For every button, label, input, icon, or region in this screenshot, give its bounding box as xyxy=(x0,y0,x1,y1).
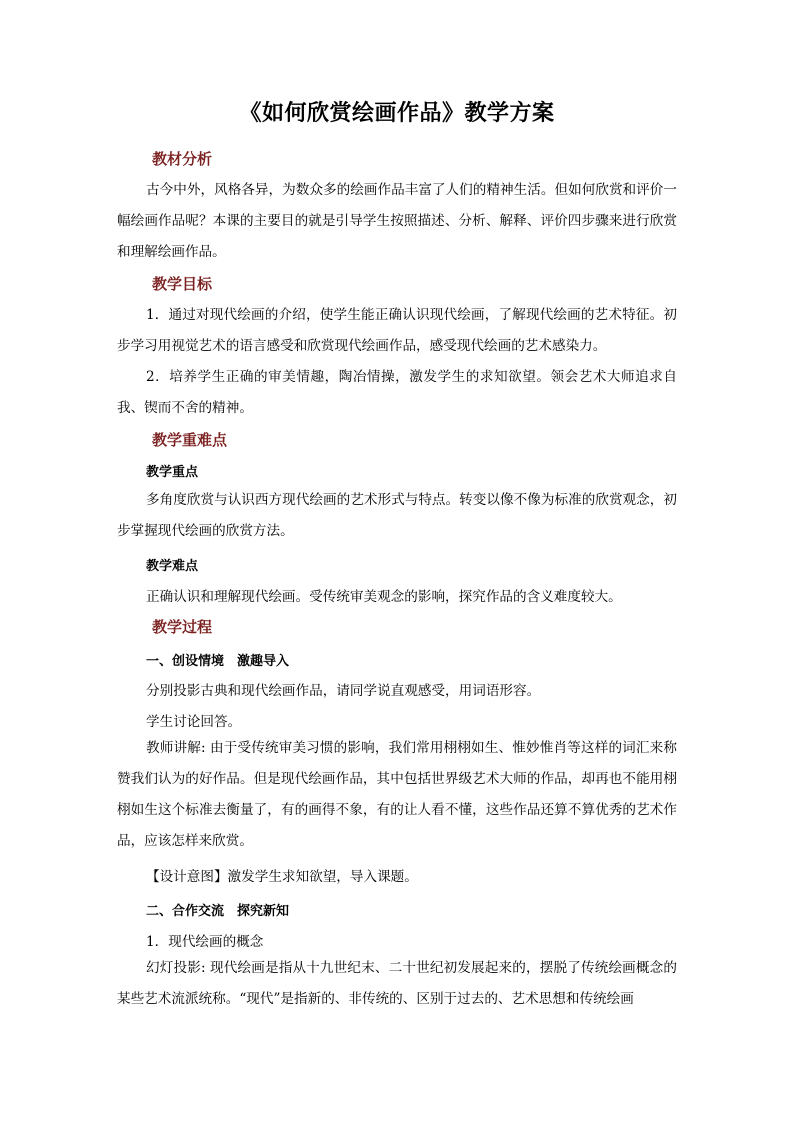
difficult-points-paragraph: 正确认识和理解现代绘画。受传统审美观念的影响，探究作品的含义难度较大。 xyxy=(146,589,622,605)
section-heading-process: 教学过程 xyxy=(152,618,213,636)
section-heading-goals: 教学目标 xyxy=(152,275,213,293)
section-heading-keypoints: 教学重难点 xyxy=(152,431,228,449)
document-title: 《如何欣赏绘画作品》教学方案 xyxy=(239,100,555,126)
process-paragraph-1: 分别投影古典和现代绘画作品，请同学说直观感受，用词语形容。 xyxy=(146,683,541,699)
process-paragraph-3: 教师讲解: 由于受传统审美习惯的影响，我们常用栩栩如生、惟妙惟肖等这样的词汇来称赞我们认为的好作品。但是现代绘画作品，其中包括世界级艺术大师的作品，却再也不能用栩栩如生这个标准去衡量了，有的画得不象，有的让人看不懂，这些作品还算不算优秀的艺术作品，应该怎样来欣赏。 xyxy=(117,740,677,849)
analysis-paragraph: 古今中外，风格各异，为数众多的绘画作品丰富了人们的精神生活。但如何欣赏和评价一幅绘画作品呢？本课的主要目的就是引导学生按照描述、分析、解释、评价四步骤来进行欣赏和理解绘画作品。 xyxy=(117,182,677,260)
process-step-2-heading: 二、合作交流 探究新知 xyxy=(146,904,290,919)
process-paragraph-5: 幻灯投影: 现代绘画是指从十九世纪末、二十世纪初发展起来的，摆脱了传统绘画概念的某些艺术流派统称。“现代”是指新的、非传统的、区别于过去的、艺术思想和传统绘画 xyxy=(117,960,677,1007)
subsection-modern-painting-concept: 1．现代绘画的概念 xyxy=(146,934,264,950)
process-step-1-heading: 一、创设情境 激趣导入 xyxy=(146,654,290,669)
design-intent-note: 【设计意图】激发学生求知欲望，导入课题。 xyxy=(146,869,418,885)
difficult-points-label: 教学难点 xyxy=(146,559,199,574)
section-heading-analysis: 教材分析 xyxy=(152,150,213,168)
process-paragraph-2: 学生讨论回答。 xyxy=(146,714,242,730)
goal-item-2: 2．培养学生正确的审美情趣，陶冶情操，激发学生的求知欲望。领会艺术大师追求自我、锲而不舍的精神。 xyxy=(117,369,677,416)
key-points-label: 教学重点 xyxy=(146,465,199,480)
key-points-paragraph: 多角度欣赏与认识西方现代绘画的艺术形式与特点。转变以像不像为标准的欣赏观念，初步掌握现代绘画的欣赏方法。 xyxy=(117,492,677,539)
goal-item-1: 1．通过对现代绘画的介绍，使学生能正确认识现代绘画，了解现代绘画的艺术特征。初步学习用视觉艺术的语言感受和欣赏现代绘画作品，感受现代绘画的艺术感染力。 xyxy=(117,307,677,354)
